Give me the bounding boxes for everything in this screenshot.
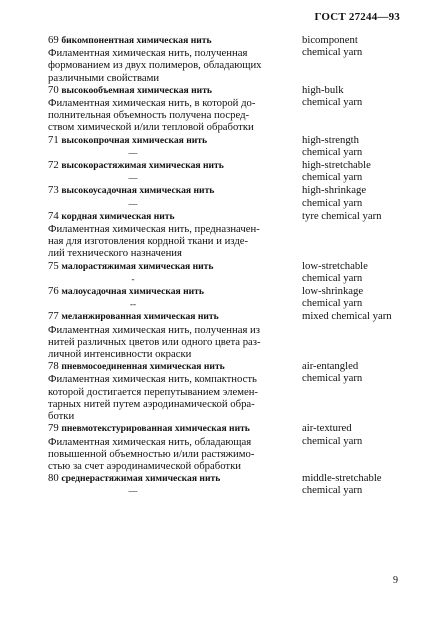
- no-definition-dash: —: [128, 198, 138, 209]
- russian-term-block: [48, 310, 298, 360]
- term-number: 79: [48, 422, 59, 435]
- english-equivalent: [302, 360, 418, 422]
- term-name: высокообъемная химическая нить: [61, 84, 212, 96]
- definition-line: формованием из двух полимеров, обладающих: [48, 59, 262, 72]
- term-entry: [48, 34, 418, 84]
- english-term-line: chemical yarn: [302, 196, 363, 209]
- term-line: [48, 184, 298, 197]
- term-number: 75: [48, 259, 59, 272]
- definition-line: нитей различных цветов или одного цвета раз-: [48, 335, 261, 348]
- term-line: [48, 159, 298, 172]
- term-line: [48, 210, 298, 223]
- term-name: высокопрочная химическая нить: [61, 134, 208, 146]
- english-term-line: chemical yarn: [302, 271, 363, 284]
- english-term-line: chemical yarn: [302, 96, 363, 109]
- term-number: 77: [48, 310, 59, 323]
- russian-term-block: [48, 360, 298, 422]
- english-equivalent: [302, 260, 418, 285]
- term-entry: [48, 285, 418, 310]
- definition-line: ством химической и/или тепловой обработки: [48, 121, 254, 134]
- definition-line: полнительная объемность получена посред-: [48, 109, 250, 122]
- russian-term-block: [48, 210, 298, 260]
- english-term-line: chemical yarn: [302, 171, 363, 184]
- english-term-line: chemical yarn: [302, 484, 363, 497]
- english-term-line: chemical yarn: [302, 46, 363, 59]
- english-term-line: chemical yarn: [302, 372, 363, 385]
- definition-line: Филаментная химическая нить, полученная: [48, 47, 248, 60]
- term-number: 69: [48, 34, 59, 46]
- term-number: 72: [48, 159, 59, 172]
- term-name: малорастяжимая химическая нить: [61, 260, 214, 272]
- definition-line: стью за счет аэродинамической обработки: [48, 459, 241, 472]
- term-line: [48, 260, 298, 273]
- english-equivalent: [302, 84, 418, 134]
- term-line: [48, 422, 298, 435]
- term-number: 74: [48, 209, 59, 222]
- term-number: 71: [48, 133, 59, 146]
- no-definition-dash: --: [130, 299, 136, 310]
- term-line: [48, 285, 298, 298]
- english-term-line: tyre chemical yarn: [302, 209, 382, 222]
- term-entry: [48, 210, 418, 260]
- term-line: [48, 84, 298, 97]
- term-name: пневмосоединенная химическая нить: [61, 361, 225, 373]
- term-name: среднерастяжимая химическая нить: [61, 473, 221, 485]
- english-term-line: bicomponent: [302, 34, 358, 46]
- term-line: [48, 34, 298, 47]
- english-equivalent: [302, 310, 418, 360]
- english-term-line: high-shrinkage: [302, 184, 367, 197]
- definition-line: ная для изготовления кордной ткани и изде-: [48, 235, 249, 248]
- english-term-line: mixed chemical yarn: [302, 310, 392, 323]
- russian-term-block: [48, 472, 298, 497]
- term-name: малоусадочная химическая нить: [61, 286, 204, 298]
- term-entry: [48, 134, 418, 159]
- russian-term-block: [48, 84, 298, 134]
- term-name: высокоусадочная химическая нить: [61, 185, 215, 197]
- term-line: [48, 310, 298, 323]
- definition-line: которой достигается перепутыванием элемен-: [48, 385, 258, 398]
- no-definition-dash: -: [131, 273, 135, 284]
- english-equivalent: [302, 184, 418, 209]
- term-number: 70: [48, 83, 59, 96]
- term-number: 76: [48, 285, 59, 298]
- english-term-line: low-stretchable: [302, 259, 368, 272]
- definition-line: тарных нитей путем аэродинамической обра-: [48, 397, 255, 410]
- english-equivalent: [302, 210, 418, 260]
- english-equivalent: [302, 34, 418, 84]
- russian-term-block: [48, 285, 298, 310]
- english-term-line: middle-stretchable: [302, 472, 382, 485]
- term-line: [48, 134, 298, 147]
- definition-line: лий технического назначения: [48, 247, 182, 260]
- no-definition-dash: —: [128, 173, 138, 184]
- term-entry: [48, 472, 418, 497]
- english-equivalent: [302, 472, 418, 497]
- english-term-line: chemical yarn: [302, 434, 363, 447]
- term-name: высокорастяжимая химическая нить: [61, 160, 224, 172]
- english-term-line: high-bulk: [302, 83, 344, 96]
- terms-list: [48, 34, 418, 498]
- english-equivalent: [302, 159, 418, 184]
- no-definition-dash: —: [128, 486, 138, 497]
- russian-term-block: [48, 260, 298, 285]
- definition-line: различными свойствами: [48, 71, 160, 84]
- english-equivalent: [302, 134, 418, 159]
- term-number: 73: [48, 184, 59, 197]
- term-name: меланжированная химическая нить: [61, 311, 219, 323]
- english-term-line: high-strength: [302, 133, 359, 146]
- definition-line: Филаментная химическая нить, полученная из: [48, 323, 260, 336]
- term-entry: [48, 84, 418, 134]
- english-term-line: chemical yarn: [302, 145, 363, 158]
- term-entry: [48, 260, 418, 285]
- definition-line: Филаментная химическая нить, компактность: [48, 373, 257, 386]
- term-number: 78: [48, 360, 59, 373]
- document-header: ГОСТ 27244—93: [314, 11, 400, 23]
- russian-term-block: [48, 422, 298, 472]
- definition-line: Филаментная химическая нить, предназначен-: [48, 223, 260, 236]
- no-definition-dash: —: [128, 147, 138, 158]
- english-equivalent: [302, 285, 418, 310]
- term-name: пневмотекстурированная химическая нить: [61, 423, 250, 435]
- term-number: 80: [48, 472, 59, 485]
- russian-term-block: [48, 34, 298, 84]
- term-line: [48, 472, 298, 485]
- russian-term-block: [48, 159, 298, 184]
- russian-term-block: [48, 134, 298, 159]
- term-entry: [48, 422, 418, 472]
- term-entry: [48, 360, 418, 422]
- term-line: [48, 360, 298, 373]
- term-entry: [48, 184, 418, 209]
- definition-line: повышенной объемностью и/или растяжимо-: [48, 447, 255, 460]
- english-term-line: high-stretchable: [302, 159, 371, 172]
- english-equivalent: [302, 422, 418, 472]
- definition-line: Филаментная химическая нить, в которой до-: [48, 97, 256, 110]
- definition-line: личной интенсивности окраски: [48, 348, 192, 361]
- russian-term-block: [48, 184, 298, 209]
- definition-line: Филаментная химическая нить, обладающая: [48, 435, 252, 448]
- definition-line: ботки: [48, 410, 75, 423]
- english-term-line: air-textured: [302, 422, 352, 435]
- english-term-line: low-shrinkage: [302, 285, 364, 298]
- page-number: 9: [393, 575, 398, 586]
- english-term-line: chemical yarn: [302, 297, 363, 310]
- term-entry: [48, 159, 418, 184]
- term-name: бикомпонентная химическая нить: [61, 35, 212, 46]
- english-term-line: air-entangled: [302, 360, 359, 373]
- term-name: кордная химическая нить: [61, 210, 175, 222]
- term-entry: [48, 310, 418, 360]
